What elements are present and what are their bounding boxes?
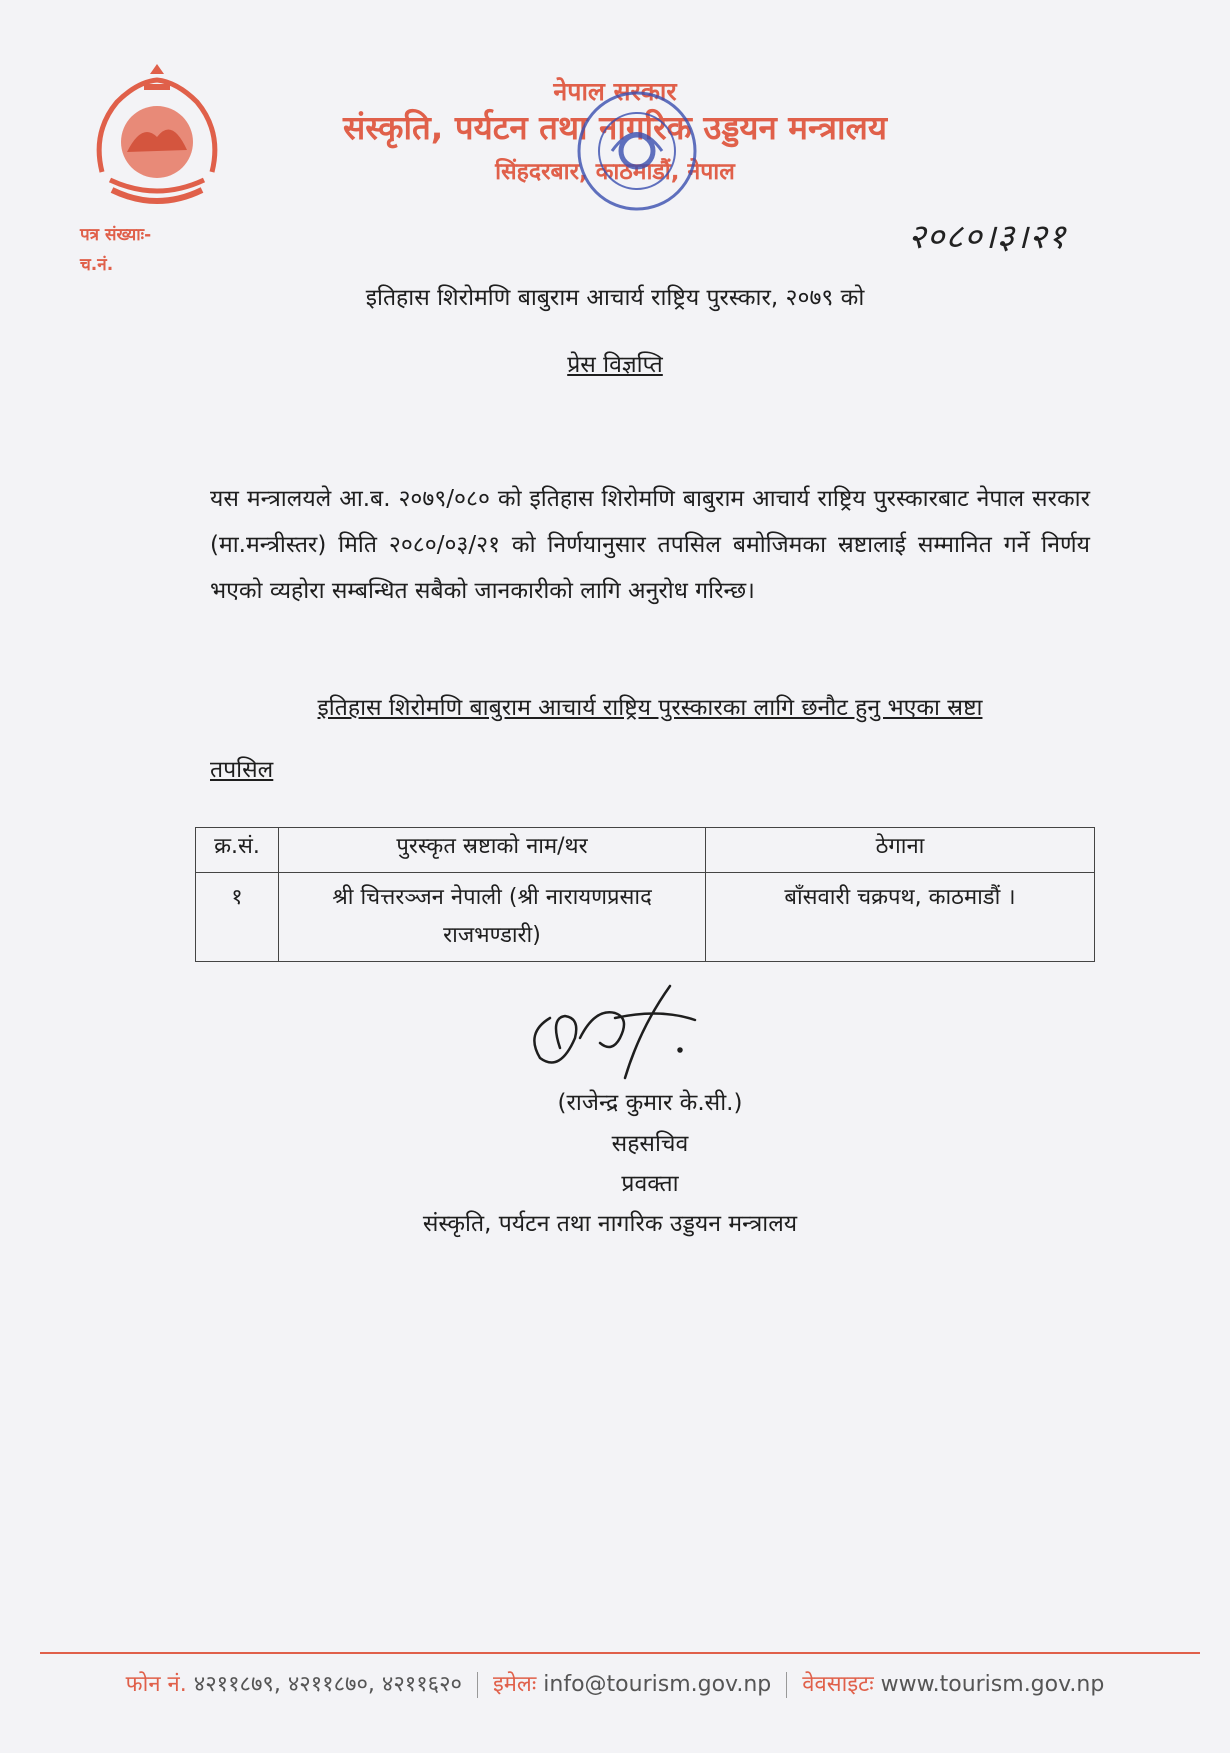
phone-numbers: ४२११८७९, ४२११८७०, ४२११६२० (193, 1672, 462, 1697)
subject-line: इतिहास शिरोमणि बाबुराम आचार्य राष्ट्रिय पुरस्कार, २०७९ को (365, 285, 865, 311)
signatory-role: प्रवक्ता (621, 1171, 679, 1197)
press-release-title: प्रेस विज्ञप्ति (567, 352, 663, 378)
website-link[interactable]: www.tourism.gov.np (880, 1672, 1105, 1697)
signature-icon (520, 978, 720, 1088)
footer-contact (0, 1668, 1230, 1698)
signatory-designation: सहसचिव (611, 1131, 689, 1157)
cell-serial: १ (196, 873, 279, 962)
government-name: नेपाल सरकार (553, 77, 677, 106)
ministry-address: सिंहदरबार, काठमाडौं, नेपाल (495, 159, 735, 185)
table-row (196, 873, 1095, 962)
body-paragraph: यस मन्त्रालयले आ.ब. २०७९/०८० को इतिहास शिरोमणि बाबुराम आचार्य राष्ट्रिय पुरस्कारबाट नेपाल सरकार (मा.मन्त्रीस्तर) मिति २०८०/०३/२१ को निर्णयानुसार तपसिल बमोजिमका स्रष्टालाई सम्मानित गर्ने निर्णय भएको व्यहोरा सम्बन्धित सबैको जानकारीको लागि अनुरोध गरिन्छ। (210, 486, 1090, 604)
ministry-name: संस्कृति, पर्यटन तथा नागरिक उड्डयन मन्त्रालय (342, 108, 888, 147)
email-label: इमेलः (492, 1672, 537, 1697)
letter-number-label: पत्र संख्याः- (80, 225, 152, 245)
cell-awardee-name: श्री चित्तरञ्जन नेपाली (श्री नारायणप्रसाद राजभण्डारी) (279, 873, 706, 962)
signatory-name: (राजेन्द्र कुमार के.सी.) (557, 1090, 743, 1116)
phone-label: फोन नं. (125, 1672, 187, 1697)
signatory-office: संस्कृति, पर्यटन तथा नागरिक उड्डयन मन्त्रालय (422, 1211, 798, 1237)
cell-address: बाँसवारी चक्रपथ, काठमाडौं । (706, 873, 1095, 962)
email-link[interactable]: info@tourism.gov.np (543, 1672, 772, 1697)
awardee-table (195, 827, 1095, 962)
footer-divider (40, 1652, 1200, 1654)
tapasil-label: तपसिल (210, 757, 274, 783)
office-stamp-icon (572, 86, 702, 216)
column-header-name: पुरस्कृत स्रष्टाको नाम/थर (279, 828, 706, 873)
footer-separator (477, 1672, 478, 1698)
footer-separator (786, 1672, 787, 1698)
website-label: वेवसाइटः (802, 1672, 874, 1697)
handwritten-date: २०८०।३।२१ (908, 217, 1067, 257)
column-header-address: ठेगाना (706, 828, 1095, 873)
dispatch-number-label: च.नं. (80, 255, 114, 275)
awardee-list-title: इतिहास शिरोमणि बाबुराम आचार्य राष्ट्रिय पुरस्कारका लागि छनौट हुनु भएका स्रष्टा (317, 695, 983, 721)
table-header-row (196, 828, 1095, 873)
column-header-serial: क्र.सं. (196, 828, 279, 873)
